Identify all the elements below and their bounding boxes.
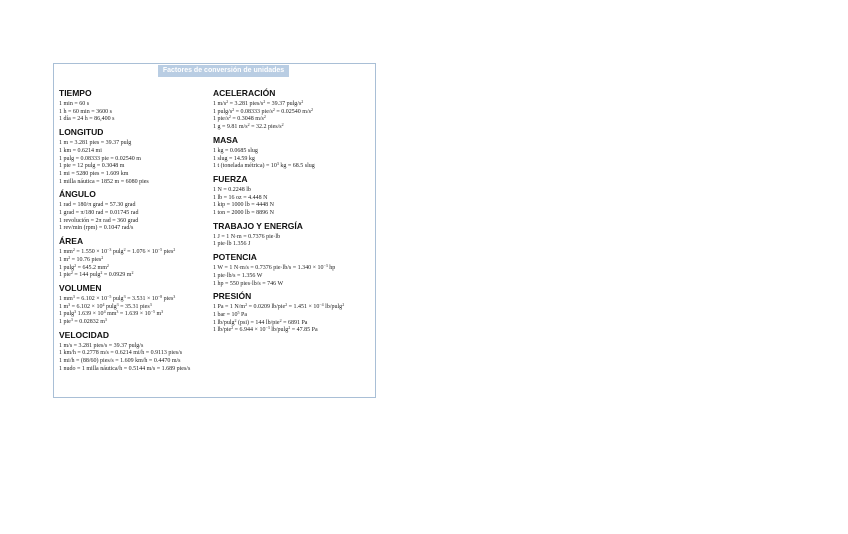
exponent: 3 xyxy=(116,309,119,315)
conversion-line: 1 día = 24 h = 86,400 s xyxy=(59,116,115,123)
conversion-line: 1 $m^2 = 10.76$ pies$^2$ xyxy=(59,254,104,263)
exponent: 2 xyxy=(226,99,229,104)
conversion-line: 1 rev/min (rpm) = 0.1047 rad/s xyxy=(59,225,134,232)
exponent: 2 xyxy=(310,106,313,112)
exponent: 3 xyxy=(149,301,152,307)
exponent: 2 xyxy=(342,302,345,308)
exponent: 4 xyxy=(103,309,106,315)
exponent: 2 xyxy=(106,262,109,268)
conversion-line: 1 pie/$s^2 = 0.3048$ $m/s^2$ xyxy=(213,114,266,123)
conversion-line: 1 pie = 12 pulg = 0.3048 m xyxy=(59,163,125,170)
conversion-line: 1 $mm^2 = 1.550 \times 10^{-3}$ $pulg^2 = 1.076 \times 10^{-5}$ pies$^2$ xyxy=(59,247,176,256)
exponent: 4 xyxy=(102,301,105,307)
exponent: 2 xyxy=(231,325,234,331)
exponent: 3 xyxy=(70,317,73,323)
conversion-line: 1 m/s = 3.281 pies/s = 39.37 pulg/s xyxy=(59,342,144,349)
section-heading: ÁNGULO xyxy=(59,189,96,200)
exponent: 3 xyxy=(276,161,279,167)
exponent: 2 xyxy=(70,270,73,276)
exponent: 3 xyxy=(104,317,107,323)
exponent: 2 xyxy=(301,99,304,104)
section-area xyxy=(59,236,209,280)
conversion-line: 1 nudo = 1 milla náutica/h = 0.5144 m/s = 1.689 pies/s xyxy=(59,365,191,372)
conversion-line: 1 pulg/$s^2 = 0.08333$ pie/$s^2 = 0.02540$ $m/s^2$ xyxy=(213,106,313,115)
exponent: 3 xyxy=(68,301,71,307)
exponent: 2 xyxy=(101,254,104,260)
section-heading: ACELERACIÓN xyxy=(213,88,276,98)
section-longitud xyxy=(59,127,209,186)
exponent: 2 xyxy=(279,317,282,323)
exponent: 3 xyxy=(161,309,164,315)
section-potencia xyxy=(213,252,375,288)
conversion-line: 1 m = 3.281 pies = 39.37 pulg xyxy=(59,140,132,147)
panel-title: Factores de conversión de unidades xyxy=(158,65,289,77)
section-heading: POTENCIA xyxy=(213,252,257,263)
exponent: 3 xyxy=(74,309,77,315)
section-heading: VELOCIDAD xyxy=(59,329,110,340)
exponent: 3 xyxy=(123,293,126,299)
section-heading: VOLUMEN xyxy=(59,282,102,293)
section-presion xyxy=(213,291,375,335)
section-heading: ÁREA xyxy=(59,236,84,247)
conversion-line: 1 lb = 16 oz = 4.448 N xyxy=(213,194,268,201)
conversion-line: 1 grad = π/180 rad = 0.01745 rad xyxy=(59,210,139,217)
conversion-line: 1 pie·lb/s = 1.356 W xyxy=(213,272,263,279)
section-heading: LONGITUD xyxy=(59,127,104,138)
conversion-line: 1 rad = 180/π grad = 57.30 grad xyxy=(59,202,136,209)
conversion-line: 1 slug = 14.59 kg xyxy=(213,155,255,162)
conversion-line: 1 J = 1 N·m = 0.7376 pie·lb xyxy=(213,233,281,240)
conversion-line: 1 $mm^3 = 6.102 \times 10^{-5}$ $pulg^3 = 3.531 \times 10^{-8}$ pies$^3$ xyxy=(59,293,176,302)
conversion-line: 1 pie$^2$ = 144 pulg$^2$ = 0.0929 $m^2$ xyxy=(59,270,134,279)
section-volumen xyxy=(59,283,209,327)
conversion-line: 1 t (tonelada métrica) = $10^3$ kg = 68.5 slug xyxy=(213,161,315,170)
conversion-line: 1 g = 9.81 $m/s^2 = 32.2$ pies/$s^2$ xyxy=(213,122,284,131)
exponent: 2 xyxy=(72,247,75,253)
section-heading: TRABAJO Y ENERGÍA xyxy=(213,220,303,231)
exponent: −3 xyxy=(107,247,112,253)
conversion-line: 1 $lb/pie^2 = 6.944 \times 10^{-3}$ lb/pulg$^2$ = 47.85 Pa xyxy=(213,325,318,334)
exponent: 2 xyxy=(245,302,248,308)
exponent: 2 xyxy=(288,325,291,331)
conversion-line: 1 mi = 5280 pies = 1.609 km xyxy=(59,170,129,177)
exponent: 2 xyxy=(228,114,231,120)
section-masa xyxy=(213,135,375,171)
exponent: 3 xyxy=(173,293,176,299)
section-heading: TIEMPO xyxy=(59,88,92,98)
conversion-line: 1 pulg$^3$ $1.639 \times 10^4$ $mm^3 = 1.639 \times 10^{-5}$ $m^3$ xyxy=(59,309,164,318)
exponent: −5 xyxy=(150,309,155,315)
conversion-line: 1 mi/h = (88/60) pies/s = 1.609 km/h = 0.4470 m/s xyxy=(59,358,181,365)
section-trabajo-y-energia xyxy=(213,221,375,249)
conversion-line: 1 kip = 1000 lb = 4448 N xyxy=(213,202,274,209)
conversion-line: 1 Pa = 1 $N/m^2 = 0.0209$ $lb/pie^2 = 1.451 \times 10^{-4}$ lb/pulg$^2$ xyxy=(213,302,345,311)
conversion-line: 1 hp = 550 pies·lb/s = 746 W xyxy=(213,280,284,287)
exponent: 2 xyxy=(247,122,250,128)
conversion-line: 1 ton = 2000 lb = 8896 N xyxy=(213,210,274,217)
conversion-line: 1 km = 0.6214 mi xyxy=(59,147,102,154)
section-fuerza xyxy=(213,174,375,218)
conversion-line: 1 W = 1 N·m/s = 0.7376 $pie\cdot lb/s = 1.340 \times 10^{-3}$ hp xyxy=(213,263,336,272)
conversion-line: 1 kg = 0.0685 slug xyxy=(213,147,258,154)
exponent: −3 xyxy=(265,325,270,331)
exponent: 2 xyxy=(263,99,266,104)
conversion-line: 1 pie$^3$ = 0.02832 $m^3$ xyxy=(59,317,107,326)
conversion-line: 1 km/h = 0.2778 m/s = 0.6214 mi/h = 0.9113 pies/s xyxy=(59,350,183,357)
section-heading: PRESIÓN xyxy=(213,291,252,302)
exponent: 3 xyxy=(72,293,75,299)
conversion-line: 1 N = 0.2248 lb xyxy=(213,186,251,193)
conversion-line: 1 milla náutica = 1852 m = 6080 pies xyxy=(59,178,149,185)
exponent: 2 xyxy=(123,247,126,253)
section-angulo xyxy=(59,189,209,233)
exponent: 2 xyxy=(234,317,237,323)
exponent: −8 xyxy=(157,293,163,299)
right-column xyxy=(213,88,375,338)
section-velocidad xyxy=(59,330,209,374)
exponent: −3 xyxy=(323,263,328,269)
conversion-line: 1 pie·lb 1.356 J xyxy=(213,241,251,248)
section-heading: FUERZA xyxy=(213,173,248,184)
exponent: −5 xyxy=(157,247,163,253)
exponent: 2 xyxy=(263,114,266,120)
conversion-line: 1 min = 60 s xyxy=(59,101,90,107)
exponent: 2 xyxy=(272,106,275,112)
exponent: 2 xyxy=(173,247,176,253)
exponent: 2 xyxy=(131,270,134,276)
exponent: 2 xyxy=(285,302,288,308)
conversion-line: 1 pulg$^2$ = 645.2 $mm^2$ xyxy=(59,262,109,271)
conversion-line: 1 pulg = 0.08333 pie = 0.02540 m xyxy=(59,155,141,162)
conversion-line: 1 h = 60 min = 3600 s xyxy=(59,108,112,115)
exponent: 2 xyxy=(68,254,71,260)
section-aceleracion xyxy=(213,88,375,132)
exponent: 2 xyxy=(281,122,284,128)
conversion-line: 1 $m/s^2 = 3.281$ pies/$s^2 = 39.37$ pulg/$s^2$ xyxy=(213,99,304,107)
exponent: 5 xyxy=(237,309,240,315)
exponent: 3 xyxy=(116,301,119,307)
exponent: −5 xyxy=(107,293,112,299)
conversion-line: 1 $m^3 = 6.102 \times 10^4$ pulg$^3$ = 35.31 pies$^3$ xyxy=(59,301,152,310)
section-tiempo xyxy=(59,88,209,124)
exponent: 2 xyxy=(232,106,235,112)
conversion-line: 1 revolución = 2π rad = 360 grad xyxy=(59,217,139,224)
left-column xyxy=(59,88,209,377)
section-heading: MASA xyxy=(213,134,239,145)
exponent: 2 xyxy=(74,262,77,268)
exponent: 2 xyxy=(100,270,103,276)
conversion-line: 1 lb/pulg$^2$ (psi) = 144 lb/pie$^2$ = 6891 Pa xyxy=(213,317,308,326)
conversion-line: 1 bar = $10^5$ Pa xyxy=(213,309,248,318)
exponent: −4 xyxy=(319,302,324,308)
conversion-factors-panel xyxy=(53,63,376,398)
